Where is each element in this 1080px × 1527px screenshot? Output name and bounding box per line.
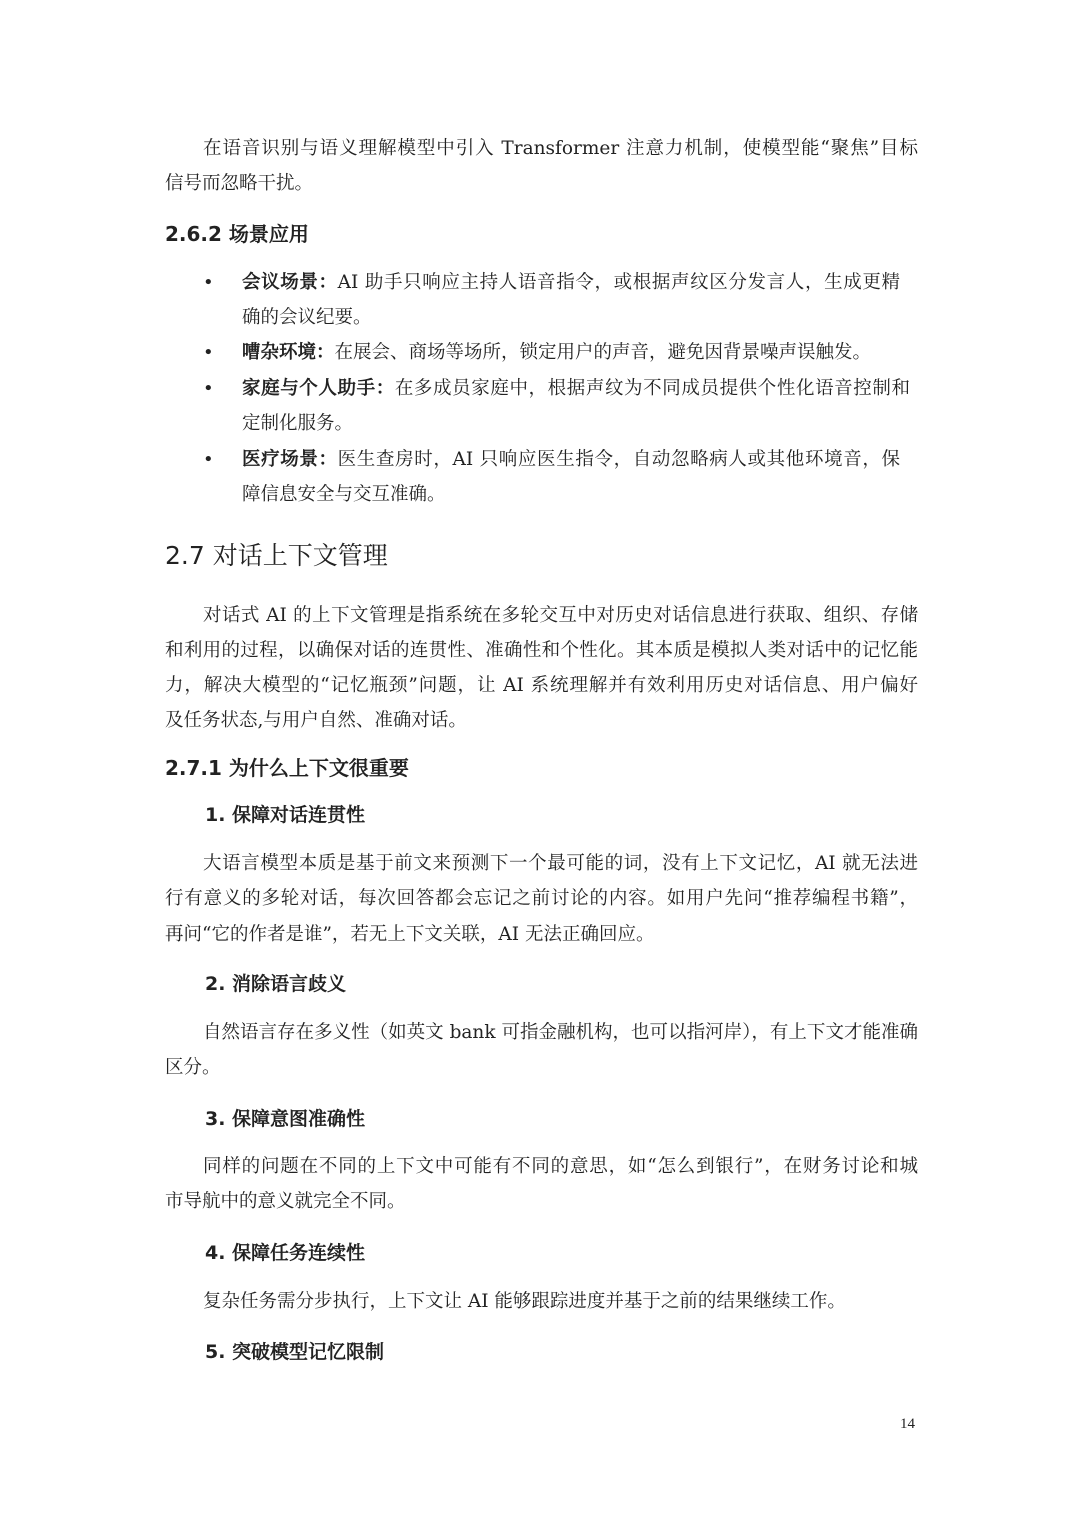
bullet-item (242, 377, 910, 401)
section-title: 2.7 对话上下文管理 (165, 541, 388, 570)
page-number: 14 (900, 1416, 915, 1432)
item-heading: 4. 保障任务连续性 (205, 1242, 366, 1264)
paragraph-line: 市导航中的意义就完全不同。 (165, 1191, 406, 1212)
paragraph-line: 及任务状态,与用户自然、准确对话。 (165, 710, 467, 731)
item-heading: 1. 保障对话连贯性 (205, 804, 366, 826)
section-heading: 2.7.1 为什么上下文很重要 (165, 756, 409, 780)
bullet-text: 定制化服务。 (242, 413, 354, 434)
paragraph-line: 行有意义的多轮对话，每次回答都会忘记之前讨论的内容。如用户先问“推荐编程书籍”， (165, 888, 918, 909)
paragraph-line: 和利用的过程，以确保对话的连贯性、准确性和个性化。其本质是模拟人类对话中的记忆能 (165, 640, 918, 661)
bullet-icon: • (203, 342, 214, 363)
paragraph-line: 对话式 AI 的上下文管理是指系统在多轮交互中对历史对话信息进行获取、组织、存储 (203, 605, 918, 626)
bullet-text: 在展会、商场等场所，锁定用户的声音，避免因背景噪声误触发。 (334, 342, 872, 363)
bullet-text: AI 助手只响应主持人语音指令，或根据声纹区分发言人，生成更精 (337, 272, 900, 293)
bullet-text: 确的会议纪要。 (242, 307, 372, 328)
paragraph-line: 再问“它的作者是谁”，若无上下文关联，AI 无法正确回应。 (165, 924, 655, 945)
paragraph-line: 大语言模型本质是基于前文来预测下一个最可能的词，没有上下文记忆，AI 就无法进 (203, 853, 918, 874)
bullet-icon: • (203, 449, 214, 470)
bullet-icon: • (203, 272, 214, 293)
bullet-item (242, 271, 900, 295)
bullet-item (242, 448, 900, 472)
section-heading: 2.6.2 场景应用 (165, 222, 309, 246)
item-heading: 5. 突破模型记忆限制 (205, 1341, 385, 1363)
paragraph-line: 同样的问题在不同的上下文中可能有不同的意思，如“怎么到银行”，在财务讨论和城 (203, 1156, 918, 1177)
bullet-label: 会议场景： (242, 272, 338, 293)
intro-line: 在语音识别与语义理解模型中引入 Transformer 注意力机制，使模型能“聚焦”目标 (203, 138, 918, 159)
paragraph-line: 自然语言存在多义性（如英文 bank 可指金融机构，也可以指河岸），有上下文才能准确 (203, 1022, 918, 1043)
bullet-label: 嘈杂环境： (242, 342, 335, 363)
bullet-text: 障信息安全与交互准确。 (242, 484, 446, 505)
bullet-icon: • (203, 378, 214, 399)
bullet-item (242, 341, 871, 365)
item-heading: 2. 消除语言歧义 (205, 973, 347, 995)
bullet-text: 医生查房时，AI 只响应医生指令，自动忽略病人或其他环境音，保 (337, 449, 900, 470)
bullet-label: 家庭与个人助手： (242, 378, 395, 399)
intro-line: 信号而忽略干扰。 (165, 173, 314, 194)
bullet-label: 医疗场景： (242, 449, 338, 470)
bullet-text: 在多成员家庭中，根据声纹为不同成员提供个性化语音控制和 (394, 378, 910, 399)
paragraph-line: 复杂任务需分步执行，上下文让 AI 能够跟踪进度并基于之前的结果继续工作。 (203, 1291, 846, 1312)
item-heading: 3. 保障意图准确性 (205, 1108, 366, 1130)
paragraph-line: 力，解决大模型的“记忆瓶颈”问题，让 AI 系统理解并有效利用历史对话信息、用户偏好 (165, 675, 918, 696)
paragraph-line: 区分。 (165, 1057, 221, 1078)
